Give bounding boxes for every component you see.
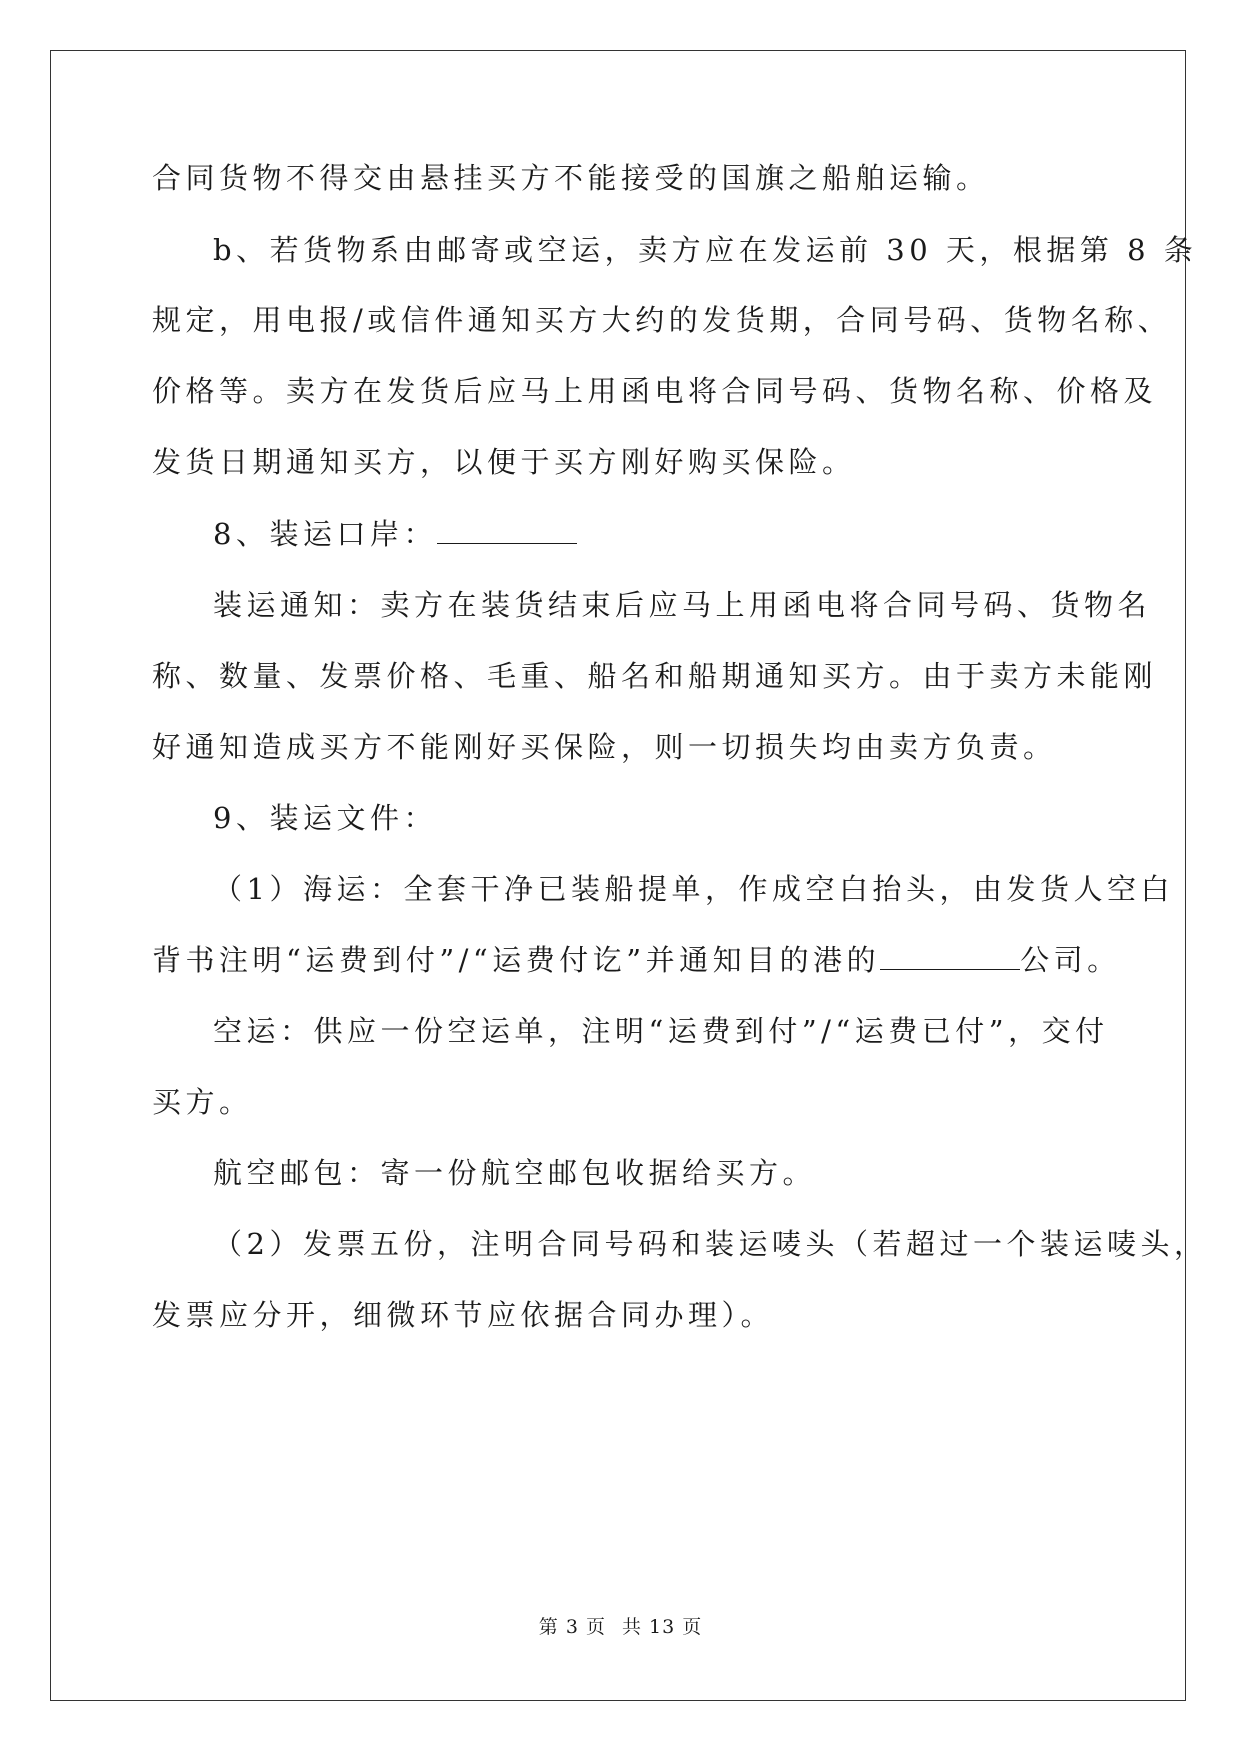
paragraph-line: 发货日期通知买方，以便于买方刚好购买保险。: [152, 445, 856, 479]
paragraph-line: 价格等。卖方在发货后应马上用函电将合同号码、货物名称、价格及: [152, 374, 1158, 408]
paragraph-line: 合同货物不得交由悬挂买方不能接受的国旗之船舶运输。: [152, 161, 990, 195]
paragraph-line: b、若货物系由邮寄或空运，卖方应在发运前 30 天，根据第 8 条: [213, 233, 1198, 267]
section-heading-8: [213, 514, 577, 554]
paragraph-line: 好通知造成买方不能刚好买保险，则一切损失均由卖方负责。: [152, 730, 1057, 764]
section-heading-9: 9、装运文件：: [213, 801, 437, 835]
paragraph-line: 空运：供应一份空运单，注明“运费到付”/“运费已付”，交付: [213, 1014, 1109, 1048]
page-footer: [0, 1612, 1241, 1639]
paragraph-line: 航空邮包：寄一份航空邮包收据给买方。: [213, 1156, 817, 1190]
paragraph-line: 发票应分开，细微环节应依据合同办理）。: [152, 1298, 775, 1332]
fill-blank: [880, 943, 1020, 970]
paragraph-line: （1）海运：全套干净已装船提单，作成空白抬头，由发货人空白: [213, 872, 1174, 906]
line-text: 背书注明“运费到付”/“运费付讫”并通知目的港的: [152, 943, 881, 977]
paragraph-line: 装运通知：卖方在装货结束后应马上用函电将合同号码、货物名: [213, 588, 1152, 622]
paragraph-line: （2）发票五份，注明合同号码和装运唛头（若超过一个装运唛头，: [213, 1227, 1208, 1261]
heading-text: 8、装运口岸：: [213, 517, 437, 551]
paragraph-line: [152, 940, 1121, 980]
page-total: 共 13 页: [621, 1616, 703, 1638]
paragraph-line: 称、数量、发票价格、毛重、船名和船期通知买方。由于卖方未能刚: [152, 659, 1158, 693]
page-number: 第 3 页: [538, 1616, 606, 1638]
paragraph-line: 规定，用电报/或信件通知买方大约的发货期，合同号码、货物名称、: [152, 303, 1172, 337]
paragraph-line: 买方。: [152, 1085, 253, 1119]
line-text: 公司。: [1020, 943, 1121, 977]
fill-blank: [437, 517, 577, 544]
